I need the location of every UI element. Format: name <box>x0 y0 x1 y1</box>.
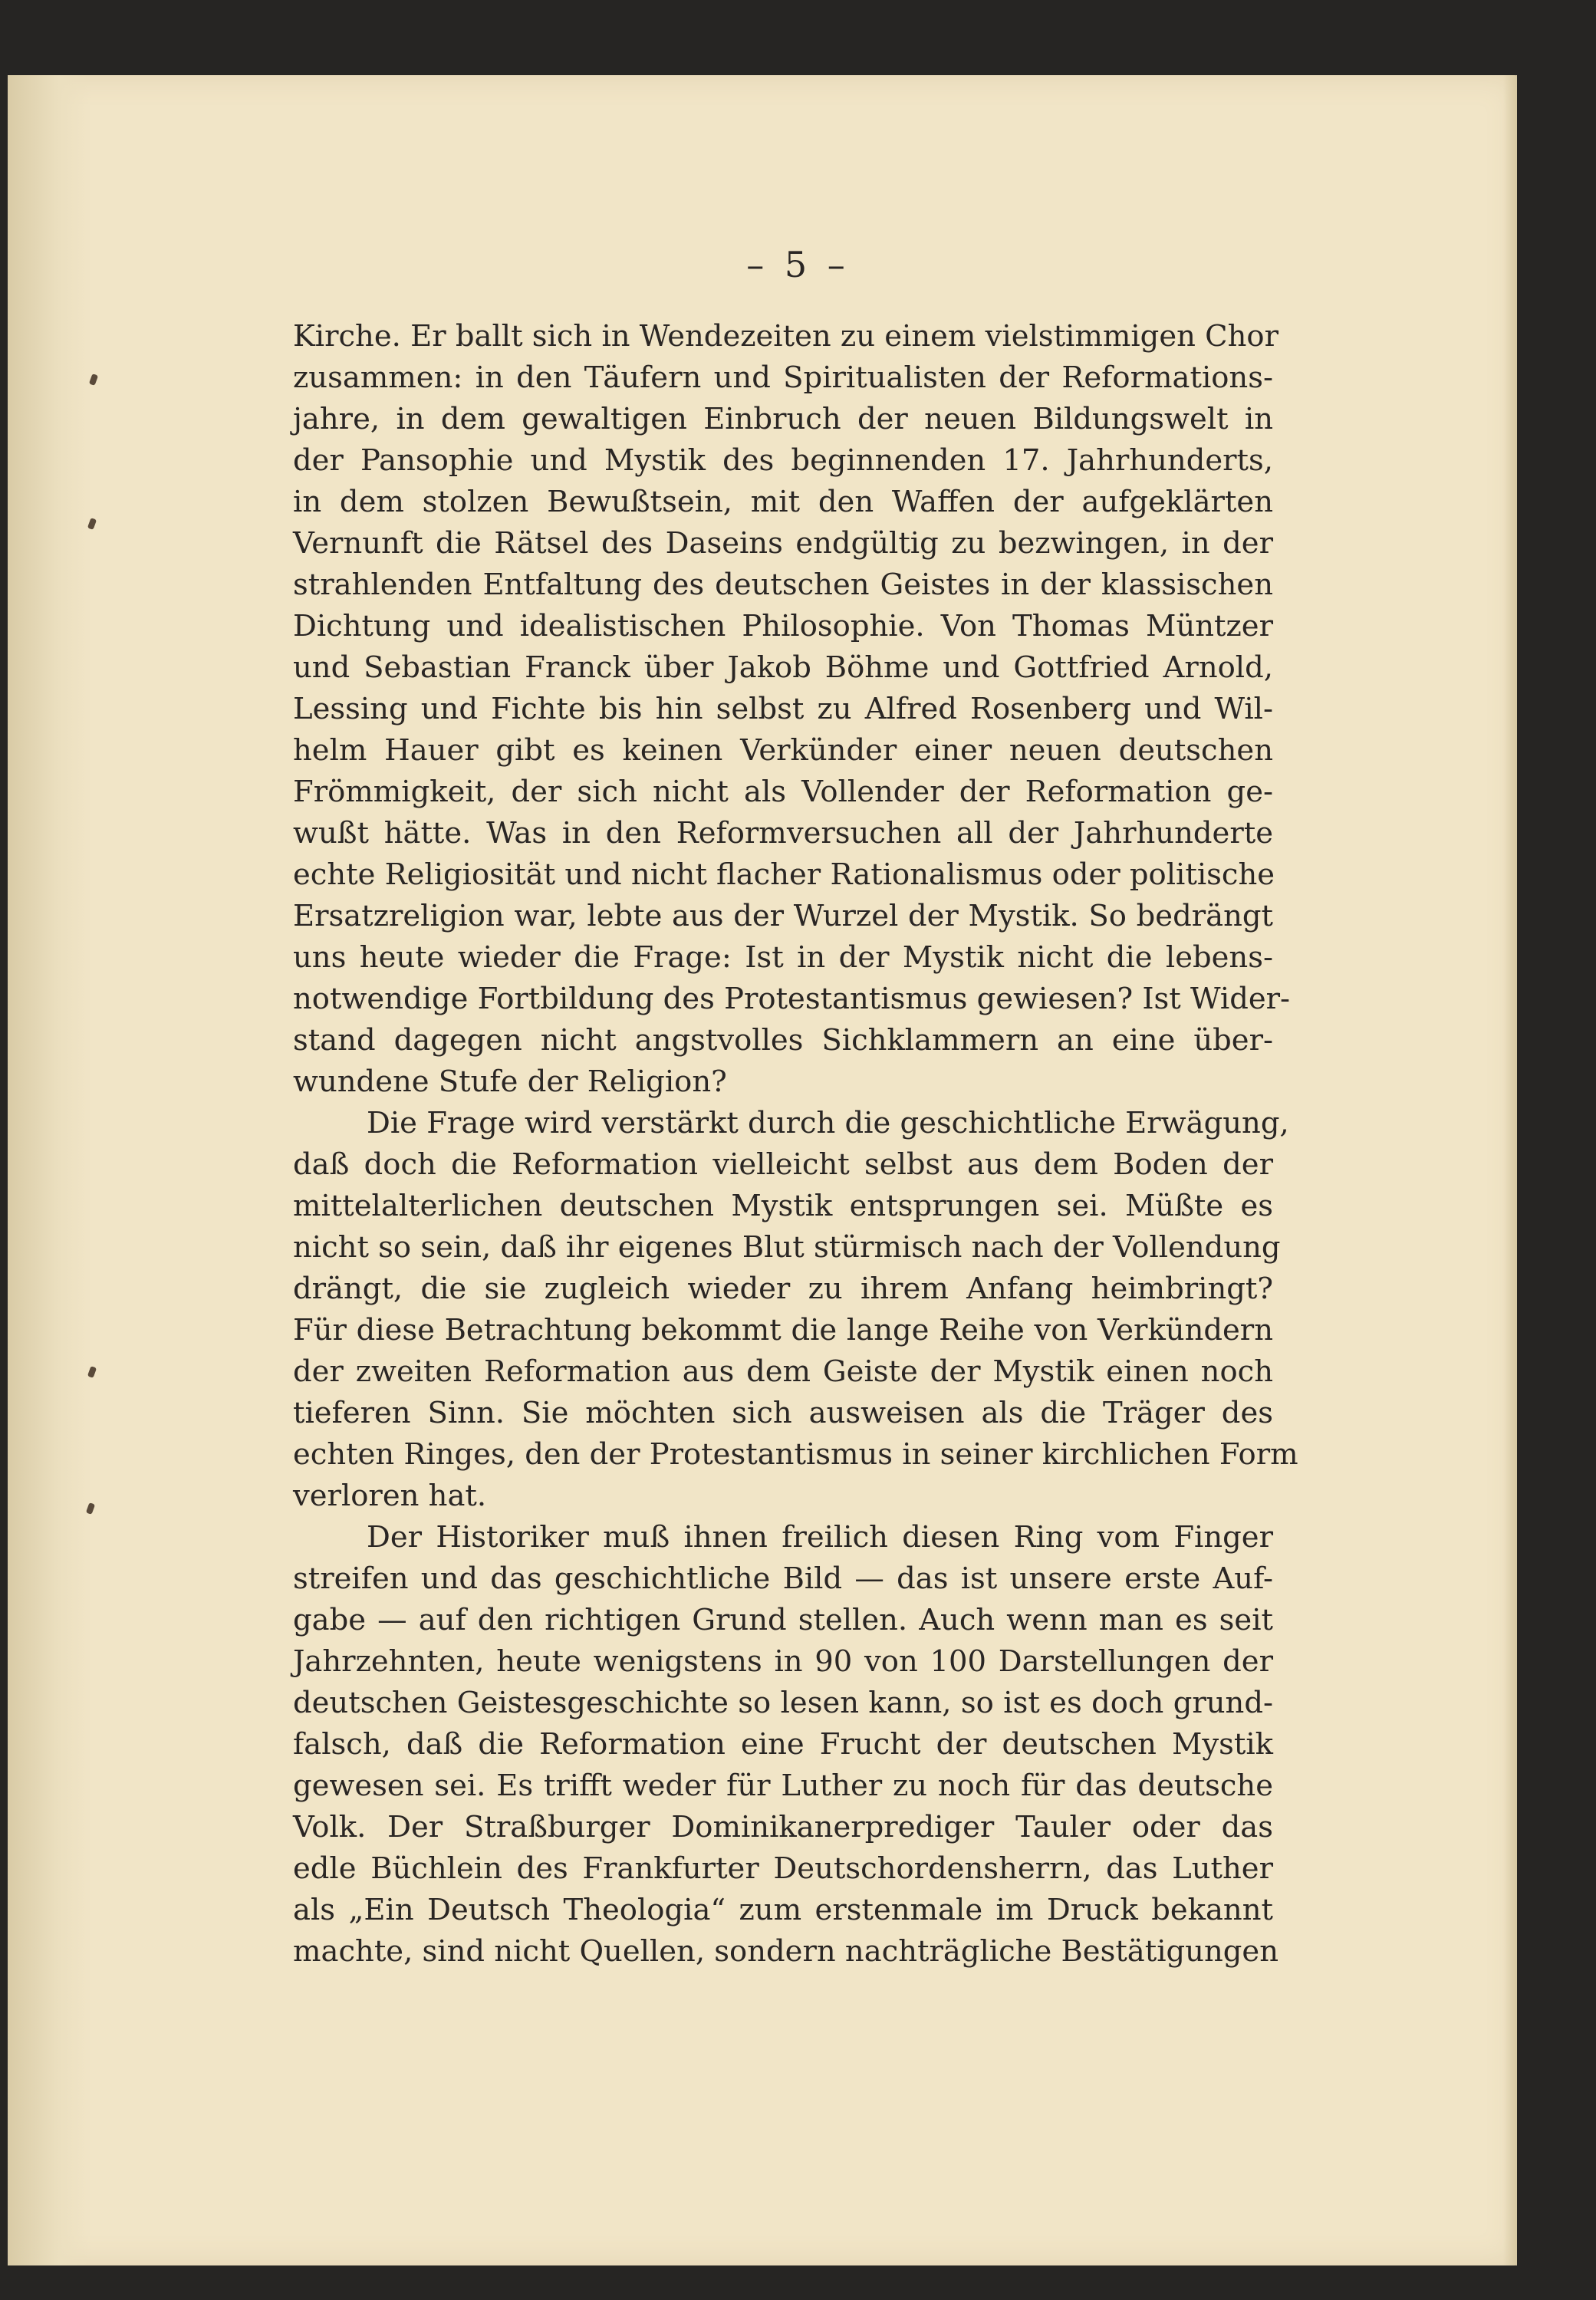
page-binding-edge <box>8 75 92 2265</box>
text-line: Dichtung und idealistischen Philosophie. Von Thomas Müntzer <box>293 609 1273 643</box>
text-line: der zweiten Reformation aus dem Geiste der Mystik einen noch <box>293 1354 1273 1389</box>
text-line: falsch, daß die Reformation eine Frucht der deutschen Mystik <box>293 1727 1273 1762</box>
text-line: in dem stolzen Bewußtsein, mit den Waffen der aufgeklärten <box>293 485 1273 519</box>
text-line: wußt hätte. Was in den Reformversuchen all der Jahrhunderte <box>293 816 1273 851</box>
text-line: Ersatzreligion war, lebte aus der Wurzel der Mystik. So bedrängt <box>293 899 1273 933</box>
text-line: Volk. Der Straßburger Dominikanerprediger Tauler oder das <box>293 1810 1273 1844</box>
text-line: Kirche. Er ballt sich in Wendezeiten zu einem vielstimmigen Chor <box>293 319 1278 354</box>
text-line: Die Frage wird verstärkt durch die geschichtliche Erwägung, <box>367 1106 1289 1140</box>
text-line: edle Büchlein des Frankfurter Deutschordensherrn, das Luther <box>293 1851 1273 1886</box>
body-text <box>293 316 1298 1973</box>
text-line: daß doch die Reformation vielleicht selbst aus dem Boden der <box>293 1147 1273 1182</box>
page-right-edge <box>1503 75 1517 2265</box>
text-line: gabe — auf den richtigen Grund stellen. Auch wenn man es seit <box>293 1603 1273 1637</box>
text-line: strahlenden Entfaltung des deutschen Geistes in der klassischen <box>293 568 1273 602</box>
text-line: Der Historiker muß ihnen freilich diesen Ring vom Finger <box>367 1520 1273 1555</box>
text-line: Lessing und Fichte bis hin selbst zu Alfred Rosenberg und Wil- <box>293 692 1273 726</box>
text-line: stand dagegen nicht angstvolles Sichklammern an eine über- <box>293 1023 1273 1058</box>
text-line: Frömmigkeit, der sich nicht als Vollender der Reformation ge- <box>293 775 1273 809</box>
text-line: nicht so sein, daß ihr eigenes Blut stürmisch nach der Vollendung <box>293 1230 1281 1265</box>
text-line: deutschen Geistesgeschichte so lesen kann, so ist es doch grund- <box>293 1686 1273 1720</box>
text-line: verloren hat. <box>293 1479 487 1513</box>
text-line: Vernunft die Rätsel des Daseins endgültig zu bezwingen, in der <box>293 526 1273 561</box>
text-line: jahre, in dem gewaltigen Einbruch der neuen Bildungswelt in <box>293 402 1273 436</box>
text-line: Für diese Betrachtung bekommt die lange Reihe von Verkündern <box>293 1313 1273 1347</box>
text-line: uns heute wieder die Frage: Ist in der Mystik nicht die lebens- <box>293 940 1273 975</box>
text-line: mittelalterlichen deutschen Mystik entsprungen sei. Müßte es <box>293 1189 1273 1223</box>
text-line: und Sebastian Franck über Jakob Böhme und Gottfried Arnold, <box>293 650 1273 685</box>
text-line: notwendige Fortbildung des Protestantismus gewiesen? Ist Wider- <box>293 982 1291 1016</box>
text-line: echten Ringes, den der Protestantismus in seiner kirchlichen Form <box>293 1437 1298 1472</box>
page-number: – 5 – <box>746 244 850 285</box>
text-line: Jahrzehnten, heute wenigstens in 90 von 100 Darstellungen der <box>293 1644 1273 1679</box>
text-line: als „Ein Deutsch Theologia“ zum erstenmale im Druck bekannt <box>293 1893 1273 1927</box>
text-line: gewesen sei. Es trifft weder für Luther zu noch für das deutsche <box>293 1769 1273 1803</box>
text-line: echte Religiosität und nicht flacher Rationalismus oder politische <box>293 857 1275 892</box>
text-line: streifen und das geschichtliche Bild — das ist unsere erste Auf- <box>293 1561 1273 1596</box>
text-line: wundene Stufe der Religion? <box>293 1064 727 1099</box>
text-line: helm Hauer gibt es keinen Verkünder einer neuen deutschen <box>293 733 1273 768</box>
text-line: zusammen: in den Täufern und Spiritualisten der Reformations- <box>293 360 1273 395</box>
text-line: der Pansophie und Mystik des beginnenden 17. Jahrhunderts, <box>293 443 1273 478</box>
text-line: machte, sind nicht Quellen, sondern nachträgliche Bestätigungen <box>293 1934 1278 1969</box>
text-line: drängt, die sie zugleich wieder zu ihrem Anfang heimbringt? <box>293 1272 1273 1306</box>
text-line: tieferen Sinn. Sie möchten sich ausweisen als die Träger des <box>293 1396 1273 1430</box>
